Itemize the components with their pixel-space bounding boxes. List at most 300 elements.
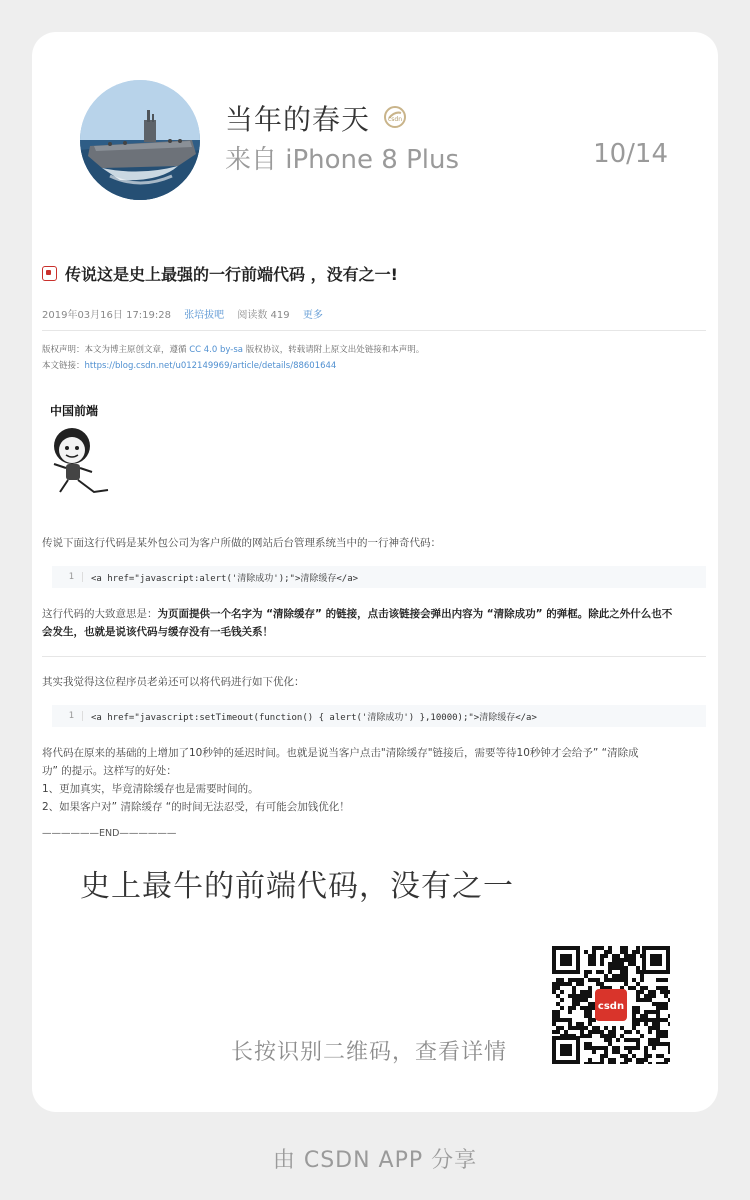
qr-module — [656, 1026, 660, 1030]
qr-module — [612, 1034, 616, 1038]
qr-module — [668, 1050, 670, 1054]
qr-module — [588, 986, 592, 990]
qr-module — [656, 1038, 660, 1042]
original-tag-icon — [42, 266, 57, 281]
qr-module — [560, 990, 564, 994]
qr-module — [580, 1022, 584, 1026]
share-card — [32, 32, 718, 1112]
qr-module — [604, 978, 608, 982]
qr-module — [616, 954, 620, 958]
qr-module — [596, 1062, 600, 1064]
qr-module — [572, 1006, 576, 1010]
qr-module — [652, 1010, 656, 1014]
qr-module — [636, 982, 640, 986]
qr-module — [604, 1050, 608, 1054]
qr-module — [608, 970, 612, 974]
qr-module — [596, 1030, 600, 1034]
qr-module — [564, 982, 568, 986]
qr-module — [588, 1006, 592, 1010]
qr-module — [632, 986, 636, 990]
qr-module — [588, 970, 592, 974]
qr-module — [668, 1046, 670, 1050]
qr-module — [580, 990, 584, 994]
qr-module — [660, 1054, 664, 1058]
qr-module — [612, 1030, 616, 1034]
qr-module — [592, 958, 596, 962]
qr-module — [652, 1042, 656, 1046]
qr-module — [644, 1050, 648, 1054]
qr-module — [644, 986, 648, 990]
qr-module — [644, 1022, 648, 1026]
qr-module — [604, 974, 608, 978]
qr-module — [660, 990, 664, 994]
qr-module — [616, 1038, 620, 1042]
article-title-text: 传说这是史上最强的一行前端代码 ，没有之一! — [65, 265, 398, 284]
qr-module — [636, 1010, 640, 1014]
qr-module — [632, 950, 636, 954]
divider — [42, 330, 706, 331]
qr-module — [592, 946, 596, 950]
qr-module — [668, 1058, 670, 1062]
notice-text: 版权协议，转载请附上原文出处链接和本声明。 — [243, 345, 425, 355]
qr-module — [620, 950, 624, 954]
qr-module — [620, 970, 624, 974]
qr-module — [624, 1038, 628, 1042]
qr-module — [588, 954, 592, 958]
share-headline: 史上最牛的前端代码，没有之一 — [80, 869, 514, 904]
qr-module — [644, 1054, 648, 1058]
author-name[interactable]: 当年的春天 — [225, 103, 371, 136]
qr-module — [636, 950, 640, 954]
qr-module — [588, 1018, 592, 1022]
qr-module — [552, 990, 556, 994]
qr-module — [584, 1006, 588, 1010]
qr-module — [640, 970, 644, 974]
qr-module — [632, 1010, 636, 1014]
qr-module — [620, 1054, 624, 1058]
qr-module — [588, 962, 592, 966]
qr-module — [588, 978, 592, 982]
qr-module — [608, 1062, 612, 1064]
qr-module — [628, 1030, 632, 1034]
qr-module — [608, 978, 612, 982]
qr-module — [604, 954, 608, 958]
qr-module — [552, 1018, 556, 1022]
qr-module — [660, 986, 664, 990]
qr-module — [636, 1022, 640, 1026]
qr-module — [640, 1018, 644, 1022]
qr-module — [592, 1026, 596, 1030]
qr-module — [572, 998, 576, 1002]
qr-module — [656, 978, 660, 982]
qr-module — [560, 982, 564, 986]
qr-module — [664, 986, 668, 990]
qr-module — [568, 1010, 572, 1014]
qr-module — [592, 1050, 596, 1054]
qr-module — [552, 986, 556, 990]
qr-module — [592, 962, 596, 966]
qr-module — [664, 1006, 668, 1010]
qr-module — [580, 998, 584, 1002]
qr-module — [664, 1030, 668, 1034]
qr-module — [572, 994, 576, 998]
qr-module — [600, 958, 604, 962]
optimize-paragraph: 其实我觉得这位程序员老弟还可以将代码进行如下优化： — [42, 676, 305, 688]
benefit-line: 功” 的提示。这样写的好处： — [42, 765, 177, 777]
qr-module — [604, 1054, 608, 1058]
qr-module — [624, 1058, 628, 1062]
qr-module — [576, 1026, 580, 1030]
qr-module — [556, 978, 560, 982]
qr-module — [584, 1034, 588, 1038]
qr-module — [644, 1014, 648, 1018]
qr-module — [608, 966, 612, 970]
qr-module — [584, 994, 588, 998]
qr-module — [600, 1034, 604, 1038]
qr-module — [616, 1046, 620, 1050]
avatar[interactable] — [80, 80, 200, 200]
qr-module — [600, 970, 604, 974]
explanation-paragraph — [42, 605, 672, 641]
meme-caption: 中国前端 — [50, 404, 99, 418]
qr-module — [644, 1010, 648, 1014]
qr-module — [664, 1002, 668, 1006]
benefit-line: 将代码在原来的基础的上增加了10秒钟的延迟时间。也就是说当客户点击"清除缓存"链接后，需要等待10秒钟才会给予” “清除成 — [42, 747, 639, 759]
qr-module — [572, 986, 576, 990]
qr-module — [620, 946, 624, 950]
qr-module — [656, 986, 660, 990]
qr-module — [632, 954, 636, 958]
qr-module — [580, 1026, 584, 1030]
qr-module — [628, 958, 632, 962]
qr-module — [580, 1034, 584, 1038]
qr-module — [552, 1030, 556, 1034]
qr-module — [556, 1026, 560, 1030]
qr-module — [612, 1062, 616, 1064]
qr-module — [612, 978, 616, 982]
qr-module — [616, 978, 620, 982]
qr-module — [576, 982, 580, 986]
qr-module — [620, 962, 624, 966]
qr-module — [584, 1010, 588, 1014]
qr-module — [560, 1006, 564, 1010]
qr-module — [600, 1030, 604, 1034]
qr-module — [572, 978, 576, 982]
qr-module — [652, 1022, 656, 1026]
qr-module — [600, 1046, 604, 1050]
qr-module — [576, 994, 580, 998]
qr-module — [600, 982, 604, 986]
qr-module — [648, 1054, 652, 1058]
qr-module — [636, 998, 640, 1002]
article-author-link[interactable]: 张培拔吧 — [184, 310, 225, 321]
qr-module — [636, 1042, 640, 1046]
qr-module — [668, 1022, 670, 1026]
qr-module — [568, 1018, 572, 1022]
qr-module — [556, 1018, 560, 1022]
qr-module — [636, 1030, 640, 1034]
qr-module — [608, 946, 612, 950]
qr-module — [620, 958, 624, 962]
qr-module — [636, 1046, 640, 1050]
qr-module — [560, 978, 564, 982]
qr-module — [664, 1058, 668, 1062]
qr-module — [608, 1030, 612, 1034]
qr-module — [648, 1018, 652, 1022]
qr-module — [640, 990, 644, 994]
qr-module — [652, 1018, 656, 1022]
qr-module — [660, 1030, 664, 1034]
copyright-notice — [42, 342, 424, 374]
qr-module — [644, 1018, 648, 1022]
qr-module — [552, 1022, 556, 1026]
qr-code[interactable] — [552, 946, 670, 1064]
qr-module — [648, 1026, 652, 1030]
qr-module — [588, 1046, 592, 1050]
page-counter: 10/14 — [593, 139, 668, 169]
qr-module — [592, 954, 596, 958]
qr-module — [592, 1046, 596, 1050]
qr-module — [564, 1030, 568, 1034]
qr-module — [612, 1058, 616, 1062]
qr-module — [656, 1034, 660, 1038]
qr-module — [636, 1062, 640, 1064]
qr-module — [588, 958, 592, 962]
qr-module — [612, 954, 616, 958]
qr-module — [632, 962, 636, 966]
qr-module — [640, 1014, 644, 1018]
qr-module — [648, 1010, 652, 1014]
qr-module — [584, 1046, 588, 1050]
qr-module — [652, 994, 656, 998]
qr-module — [632, 1014, 636, 1018]
qr-logo-text: csdn — [597, 1001, 625, 1012]
qr-module — [668, 990, 670, 994]
qr-module — [580, 978, 584, 982]
qr-module — [556, 1002, 560, 1006]
explanation-bold: 会发生，也就是说该代码与缓存没有一毛钱关系！ — [42, 626, 273, 638]
qr-module — [624, 966, 628, 970]
qr-module — [552, 1014, 556, 1018]
qr-module — [656, 1054, 660, 1058]
qr-module — [624, 1062, 628, 1064]
qr-module — [616, 962, 620, 966]
qr-module — [612, 966, 616, 970]
qr-module — [612, 1046, 616, 1050]
qr-module — [556, 1030, 560, 1034]
qr-module — [584, 1042, 588, 1046]
qr-module — [560, 1034, 564, 1038]
qr-module — [660, 1006, 664, 1010]
qr-module — [608, 1038, 612, 1042]
qr-module — [644, 998, 648, 1002]
article-url-link[interactable]: https://blog.csdn.net/u012149969/article/details/88601644 — [84, 361, 337, 371]
qr-module — [604, 1046, 608, 1050]
qr-module — [604, 1034, 608, 1038]
qr-module — [608, 1042, 612, 1046]
qr-module — [596, 978, 600, 982]
qr-module — [664, 994, 668, 998]
explanation-bold: 为页面提供一个名字为 “清除缓存” 的链接，点击该链接会弹出内容为 “清除成功” 的弹框。除此之外什么也不 — [157, 608, 673, 620]
qr-module — [648, 1038, 652, 1042]
panda-meme-icon — [48, 420, 124, 500]
csdn-vip-badge-icon — [383, 105, 407, 129]
qr-module — [600, 962, 604, 966]
qr-module — [560, 1018, 564, 1022]
qr-module — [636, 1038, 640, 1042]
qr-module — [624, 958, 628, 962]
qr-module — [636, 946, 640, 950]
qr-module — [648, 990, 652, 994]
qr-module — [660, 1002, 664, 1006]
qr-module — [616, 974, 620, 978]
qr-module — [652, 990, 656, 994]
qr-module — [588, 1034, 592, 1038]
qr-module — [624, 982, 628, 986]
qr-module — [612, 1026, 616, 1030]
source-device: 来自 iPhone 8 Plus — [225, 145, 460, 175]
article-date: 2019年03月16日 17:19:28 — [42, 310, 171, 321]
qr-module — [664, 1062, 668, 1064]
qr-module — [604, 1026, 608, 1030]
qr-module — [588, 1022, 592, 1026]
qr-module — [664, 1034, 668, 1038]
code-block — [52, 705, 706, 727]
qr-module — [660, 978, 664, 982]
qr-module — [640, 978, 644, 982]
qr-module — [652, 1026, 656, 1030]
qr-module — [588, 1010, 592, 1014]
qr-module — [588, 1042, 592, 1046]
notice-text: 版权声明：本文为博主原创文章，遵循 — [42, 345, 190, 355]
qr-module — [648, 994, 652, 998]
qr-module — [584, 1062, 588, 1064]
qr-module — [656, 1062, 660, 1064]
qr-module — [556, 1010, 560, 1014]
code-line-number: 1 — [52, 572, 83, 582]
more-link[interactable]: 更多 — [302, 310, 323, 321]
qr-module — [584, 974, 588, 978]
share-footer: 由 CSDN APP 分享 — [272, 1148, 478, 1173]
qr-module — [644, 994, 648, 998]
qr-module — [632, 1006, 636, 1010]
qr-module — [640, 998, 644, 1002]
license-link[interactable]: CC 4.0 by-sa — [189, 345, 243, 355]
qr-module — [636, 966, 640, 970]
qr-module — [560, 1026, 564, 1030]
qr-module — [568, 1006, 572, 1010]
qr-module — [564, 1034, 568, 1038]
qr-module — [648, 1062, 652, 1064]
notice-text: 本文链接： — [42, 361, 85, 371]
qr-module — [556, 994, 560, 998]
qr-module — [552, 1010, 556, 1014]
qr-module — [632, 1018, 636, 1022]
qr-module — [564, 1018, 568, 1022]
qr-module — [588, 990, 592, 994]
code-line: <a href="javascript:alert('清除成功');">清除缓存</a> — [91, 573, 359, 584]
qr-module — [664, 1042, 668, 1046]
qr-module — [604, 1038, 608, 1042]
qr-module — [576, 998, 580, 1002]
explanation-text: 这行代码的大致意思是： — [42, 608, 158, 620]
qr-module — [588, 1014, 592, 1018]
qr-module — [568, 994, 572, 998]
end-mark: ——————END—————— — [42, 828, 177, 839]
qr-module — [656, 1022, 660, 1026]
qr-module — [644, 1046, 648, 1050]
qr-module — [576, 1002, 580, 1006]
qr-module — [664, 978, 668, 982]
benefit-paragraph — [42, 744, 639, 816]
qr-module — [624, 1046, 628, 1050]
qr-module — [612, 974, 616, 978]
qr-module — [652, 1002, 656, 1006]
qr-module — [656, 1042, 660, 1046]
qr-module — [636, 990, 640, 994]
qr-hint: 长按识别二维码，查看详情 — [231, 1040, 508, 1065]
qr-module — [568, 1026, 572, 1030]
qr-module — [624, 1030, 628, 1034]
qr-module — [588, 1058, 592, 1062]
article-title — [42, 262, 398, 285]
qr-module — [668, 998, 670, 1002]
qr-module — [664, 1018, 668, 1022]
qr-module — [624, 970, 628, 974]
qr-module — [592, 978, 596, 982]
qr-module — [648, 998, 652, 1002]
qr-module — [620, 974, 624, 978]
qr-module — [592, 950, 596, 954]
qr-module — [612, 958, 616, 962]
qr-module — [640, 1034, 644, 1038]
qr-module — [632, 958, 636, 962]
qr-module — [584, 950, 588, 954]
qr-module — [576, 978, 580, 982]
qr-module — [568, 978, 572, 982]
qr-module — [584, 990, 588, 994]
qr-module — [640, 986, 644, 990]
qr-module — [588, 1062, 592, 1064]
meme-image — [48, 402, 124, 498]
qr-module — [596, 970, 600, 974]
aircraft-carrier-avatar-image — [80, 80, 200, 200]
qr-module — [624, 974, 628, 978]
qr-module — [600, 946, 604, 950]
qr-module — [636, 1058, 640, 1062]
qr-module — [632, 1038, 636, 1042]
qr-module — [660, 1018, 664, 1022]
article-meta — [42, 306, 333, 321]
qr-module — [596, 946, 600, 950]
qr-module — [600, 1054, 604, 1058]
qr-module — [584, 998, 588, 1002]
qr-module — [572, 1026, 576, 1030]
code-line: <a href="javascript:setTimeout(function() { alert('清除成功') },10000);">清除缓存</a> — [91, 712, 537, 723]
qr-module — [652, 1046, 656, 1050]
qr-module — [608, 1034, 612, 1038]
qr-module — [568, 982, 572, 986]
qr-module — [620, 966, 624, 970]
qr-module — [660, 1034, 664, 1038]
qr-module — [640, 954, 644, 958]
qr-module — [576, 1022, 580, 1026]
qr-module — [664, 990, 668, 994]
qr-module — [656, 1002, 660, 1006]
qr-module — [636, 1018, 640, 1022]
qr-module — [584, 1026, 588, 1030]
qr-module — [572, 1034, 576, 1038]
